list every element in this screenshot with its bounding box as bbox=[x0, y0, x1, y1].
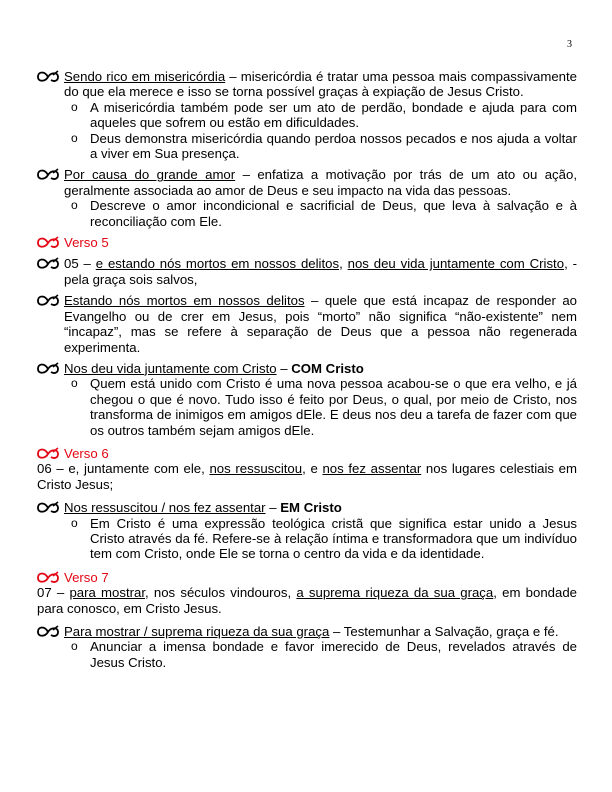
sub-bullet: o bbox=[71, 198, 78, 213]
verse-title: Verso 6 bbox=[64, 445, 109, 461]
sub-bullet: o bbox=[71, 376, 78, 391]
text-run: 05 – bbox=[64, 256, 96, 272]
verse-6-text bbox=[37, 461, 577, 492]
bullet-dead bbox=[37, 293, 577, 355]
ornamental-bullet-icon bbox=[37, 624, 64, 639]
text-run: 07 – bbox=[37, 585, 70, 601]
term: Nos deu vida juntamente com Cristo bbox=[64, 360, 277, 376]
sub-bullet: o bbox=[71, 515, 78, 530]
text-run: , e bbox=[302, 461, 323, 477]
sub-text: Deus demonstra misericórdia quando perdoa nossos pecados e nos ajuda a voltar a viver em Sua presença. bbox=[90, 130, 577, 162]
definition: – quele que está incapaz de responder ao Evangelho ou de crer em Jesus, pois “morto” não significa “não-existente” nem “incapaz”, mas se refere à separação de Deus que a pessoa não regenerada experimenta. bbox=[64, 293, 578, 355]
sub-text: Em Cristo é uma expressão teológica cristã que significa estar unido a Jesus Cristo através da fé. Refere-se à relação íntima e transformadora que um indivíduo tem com Cristo, onde Ele se torna o centro da vida e da identidade. bbox=[90, 515, 577, 562]
term: Nos ressuscitou / nos fez assentar bbox=[64, 500, 266, 516]
definition: – enfatiza a motivação por trás de um ato ou ação, geralmente associada ao amor de Deus e seu impacto na vida das pessoas. bbox=[64, 167, 577, 198]
term: Sendo rico em misericórdia bbox=[64, 69, 226, 84]
verse-7-text bbox=[37, 585, 577, 616]
text-run: , bbox=[339, 256, 348, 272]
verse-5-heading bbox=[37, 235, 577, 250]
ornamental-bullet-icon bbox=[37, 167, 64, 182]
sub-text: Anunciar a imensa bondade e favor imerecido de Deus, revelados através de Jesus Cristo. bbox=[90, 639, 577, 670]
text-run: para mostrar bbox=[69, 585, 146, 601]
sub-item bbox=[71, 639, 577, 670]
verse-title: Verso 7 bbox=[64, 569, 109, 585]
document-body bbox=[37, 69, 577, 670]
text-run: 06 – e, juntamente com ele, bbox=[37, 461, 210, 477]
text-run: – bbox=[276, 360, 292, 376]
sub-text: A misericórdia também pode ser um ato de perdão, bondade e ajuda para com aqueles que sofrem ou estão em dificuldades. bbox=[90, 99, 577, 131]
sub-item bbox=[71, 131, 577, 162]
text-run: nos ressuscitou bbox=[209, 461, 303, 477]
ornamental-bullet-icon bbox=[37, 235, 64, 250]
term: Estando nós mortos em nossos delitos bbox=[64, 293, 305, 309]
text-run: , em bondade para conosco, em Cristo Jesus. bbox=[37, 585, 577, 616]
sub-text: Descreve o amor incondicional e sacrificial de Deus, que leva à salvação e à reconciliação com Ele. bbox=[90, 198, 577, 229]
sub-text: Quem está unido com Cristo é uma nova pessoa acabou-se o que era velho, e já chegou o que é novo. Tudo isso é feito por Deus, o qual, por meio de Cristo, nos transforma de inimigos em amigos dEle. E deus nos deu a tarefa de fazer com que os outros também sejam amigos dEle. bbox=[90, 376, 577, 438]
bullet-to-show bbox=[37, 624, 577, 639]
sub-item bbox=[71, 198, 577, 229]
term: Por causa do grande amor bbox=[64, 167, 236, 183]
sub-bullet: o bbox=[71, 99, 78, 114]
text-run: nos deu vida juntamente com Cristo bbox=[347, 256, 565, 272]
bullet-in-christ bbox=[37, 500, 577, 515]
emphasis: EM Cristo bbox=[280, 500, 342, 516]
ornamental-bullet-icon bbox=[37, 69, 64, 84]
sub-bullet: o bbox=[71, 130, 78, 145]
definition: – Testemunhar a Salvação, graça e fé. bbox=[329, 624, 559, 639]
verse-7-heading bbox=[37, 570, 577, 585]
verse-6-heading bbox=[37, 446, 577, 461]
definition: – misericórdia é tratar uma pessoa mais compassivamente do que ela merece e isso se torna possível graças à expiação de Jesus Cristo. bbox=[64, 69, 577, 100]
text-run: e estando nós mortos em nossos delitos bbox=[95, 256, 340, 272]
bullet-love bbox=[37, 167, 577, 198]
sub-item bbox=[71, 376, 577, 438]
sub-item bbox=[71, 100, 577, 131]
bullet-with-christ bbox=[37, 361, 577, 376]
term: Para mostrar / suprema riqueza da sua graça bbox=[64, 624, 330, 639]
ornamental-bullet-icon bbox=[37, 500, 64, 515]
sub-bullet: o bbox=[71, 639, 78, 654]
text-run: , - pela graça sois salvos, bbox=[64, 256, 577, 287]
bullet-mercy bbox=[37, 69, 577, 100]
text-run: nos lugares celestiais em Cristo Jesus; bbox=[37, 461, 577, 492]
text-run: nos fez assentar bbox=[322, 461, 422, 477]
ornamental-bullet-icon bbox=[37, 293, 64, 308]
ornamental-bullet-icon bbox=[37, 256, 64, 271]
verse-title: Verso 5 bbox=[64, 235, 109, 251]
ornamental-bullet-icon bbox=[37, 570, 64, 585]
page-number: 3 bbox=[567, 39, 572, 50]
emphasis: COM Cristo bbox=[291, 360, 364, 376]
sub-item bbox=[71, 516, 577, 562]
verse-5-text bbox=[37, 256, 577, 287]
text-run: , nos séculos vindouros, bbox=[145, 585, 297, 601]
ornamental-bullet-icon bbox=[37, 361, 64, 376]
text-run: – bbox=[265, 500, 281, 516]
text-run: a suprema riqueza da sua graça bbox=[296, 585, 494, 601]
ornamental-bullet-icon bbox=[37, 446, 64, 461]
